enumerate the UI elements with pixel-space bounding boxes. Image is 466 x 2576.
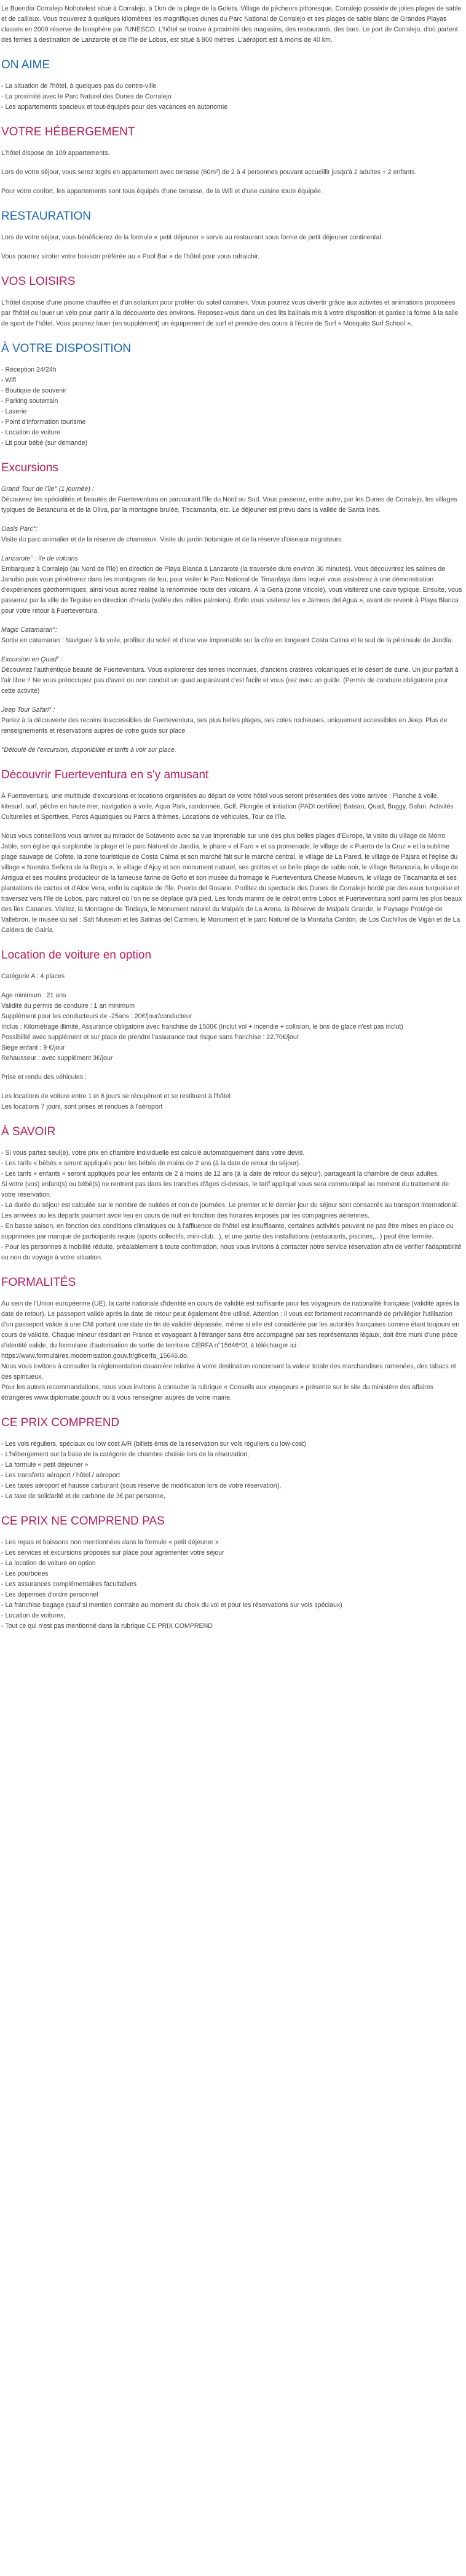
hebergement-p1: L'hôtel dispose de 109 appartements. [1,150,110,157]
list-item: - Si vous partez seul(e), votre prix en chambre individuelle est calculé automatiquement dans votre devis. [1,1149,305,1157]
excursion-jeep [1,705,462,736]
list-item: - L'hébergement sur la base de la catégorie de chambre choisie lors de la réservation, [1,1451,250,1458]
savoir-list [1,1148,462,1263]
list-item: - Location de voitures, [1,1612,66,1619]
formalites-url: https://www.formulaires.modernisation.gouv.fr/gf/cerfa_15646.do. [1,1352,189,1360]
location-line: Rehausseur : avec supplément 3€/jour [1,1055,113,1062]
disposition-list [1,365,462,449]
list-item: - En basse saison, en fonction des conditions climatiques ou à l'affluence de l'hôtel est insuffisante, certaines activités peuvent ne pas être mises en place ou supprimées par manque de participants requis (sports collectifs, mini-club...), et une partie des installations (restaurants, piscines,...) peut être fermée. [1,1222,454,1240]
list-item: - Laverie [1,408,27,415]
location-line: Les locations 7 jours, sont prises et rendues à l'aéroport [1,1103,163,1111]
section-title-location: Location de voiture en option [1,949,152,962]
list-item: - Les repas et boissons non mentionnées dans la formule « petit déjeuner » [1,1539,219,1546]
location-line: Inclus : Kilométrage illimité, Assurance obligatoire avec franchise de 1500€ (Inclut vol + incendie + collision, le bris de glace n'est pas inclut) [1,1023,403,1031]
list-item: - Parking souterrain [1,397,58,405]
list-item: - La proximité avec le Parc Naturel des Dunes de Corralejo [1,93,172,100]
excursion-quad [1,655,462,696]
section-title-hebergement: VOTRE HÉBERGEMENT [1,126,135,138]
list-item: - Les transferts aéroport / hôtel / aéroport [1,1472,120,1479]
decouvrir-p1: À Fuerteventura, une multitude d'excursions et locations organisées au départ de votre hôtel vous seront présentées dès votre arrivée : Planche à voile, kitesurf, surf, pêche en haute mer, navigation à voile, Aqua Park, randonnée, Golf, Plongée et initiation (PADI certifiée) Bateau, Quad, Buggy, Safari, Activités Culturelles et Sportives, Parcs Aquatiques ou Parcs à thèmes, Locations de véhicules, Tour de l'île. [1,792,454,821]
list-item: - La durée du séjour est calculée sur le nombre de nuitées et non de journées. Le premier et le dernier jour du séjour sont consacrés au transport international. Les arrivées ou les départs pourront avoir lieu en cours de nuit en fonction des horaires imposés par les compagnies aériennes. [1,1202,459,1219]
section-title-savoir: À SAVOIR [1,1125,56,1138]
list-item: - Wifi [1,377,17,384]
list-item: - Location de voiture [1,429,60,436]
on-aime-list [1,81,462,113]
section-title-excursions: Excursions [1,461,58,474]
excursion-lanzarote [1,554,462,616]
section-title-formalites: FORMALITÉS [1,1276,76,1289]
list-item: - Les tarifs « enfants » seront appliqués pour les enfants de 2 à moins de 12 ans (à la date de retour du séjour), partageant la chambre de deux adultes. [1,1170,439,1178]
location-line: Validité du permis de conduire : 1 an minimum [1,1002,135,1010]
excursion-name: Lanzarote° : île de volcans [1,555,78,562]
location-prise-details [1,1091,462,1112]
section-title-restauration: RESTAURATION [1,210,92,223]
excursion-note: °Détoulé de l'excursion, disponibilité et tarifs à voir sur place. [1,746,176,754]
excursion-text: Découvrez l'authentique beauté de Fuerteventura. Vous explorerez des terres inconnues, d'anciens cratères volcaniques et le désert de dune. Un jour parfait à l'air libre !! Ne vous préoccupez pas d'avoir ou non conduit un quad auparavant c'est facile et vous (rez avec un guide. (Permis de conduire obligatoire pour cette activité) [1,666,459,695]
list-item: - Lit pour bébé (sur demande) [1,439,88,447]
prix-ne-comprend-list [1,1537,462,1632]
location-line: Siège enfant : 9 €/jour [1,1044,65,1051]
list-item: - La formule « petit déjeuner » [1,1461,89,1469]
excursion-text: Visite du parc animalier et de la réserve de chameaux. Visite du jardin botanique et de la réserve d'oiseaux migrateurs. [1,536,344,543]
excursion-name: Jeep Tour Safari° : [1,706,55,714]
list-item: - Les taxes aéroport et hausse carburant (sous réserve de modification lors de votre réservation), [1,1482,282,1489]
location-line: Supplément pour les conducteurs de -25ans : 20€/jour/conducteur [1,1013,192,1020]
formalites-text [1,1299,462,1403]
formalites-paragraph: Pour les autres recommandations, nous vous invitons à consulter la rubrique « Conseils aux voyageurs » présente sur le site du ministère des affaires étrangères www.diplomatie.gouv.fr ou à vous renseigner auprès de votre mairie. [1,1384,433,1402]
excursion-name: Oasis Parc°: [1,525,38,533]
excursion-name: Grand Tour de l'île° (1 journée) : [1,485,94,493]
section-title-prix-ne-comprend: CE PRIX NE COMPREND PAS [1,1515,165,1528]
list-item: - Les tarifs « bébés » seront appliqués pour les bébés de moins de 2 ans (à la date de retour du séjour). [1,1160,301,1167]
section-title-decouvrir: Découvrir Fuerteventura en s'y amusant [1,768,209,781]
list-item: - Tout ce qui n'est pas mentionné dans la rubrique CE PRIX COMPREND [1,1622,213,1630]
restauration-p1: Lors de votre séjour, vous bénéficierez de la formule « petit déjeuner » servis au restaurant sous forme de petit déjeuner continental. [1,234,383,241]
section-title-prix-comprend: CE PRIX COMPREND [1,1416,120,1429]
excursion-grand-tour [1,484,462,516]
list-item: Si votre (vos) enfant(s) ou bébé(s) ne rentrent pas dans les tranches d'âges ci-dessus, le tarif appliqué vous sera communiqué au moment du traitement de votre réservation. [1,1181,449,1198]
excursion-name: Excursion en Quad° : [1,656,63,663]
location-line: Les locations de voiture entre 1 et 6 jours se récupèrent et se restituent à l'hôtel [1,1093,231,1100]
section-title-loisirs: VOS LOISIRS [1,275,76,288]
loisirs-p1: L'hôtel dispose d'une piscine chauffée et d'un solarium pour profiter du soleil canarien. Vous pourrez vous divertir grâce aux activités et animations proposées par l'hôtel ou louer un vélo pour partir à la découverte des environs. Reposez-vous dans un des lits balinais mis à votre disposition et gardez la forme à la salle de sport de l'hôtel. Vous pourrez louer (en supplément) un équipement de surf et prendre des cours à l'école de Surf « Mosquito Surf School ». [1,299,459,327]
location-categorie: Catégorie A : 4 places [1,973,65,980]
intro-paragraph: Le Buendía Corralejo Nohotelest situé à Corralejo, à 1km de la plage de la Goleta. Village de pêcheurs pittoresque, Corralejo possède de jolies plages de sable et de cailloux. Vous trouverez à quelques kilomètres les magnifiques dunes du Parc National de Corralejo et ses plages de sable blanc de Grandes Playas classés en 2009 réserve de biosphère par l'UNESCO. L'hôtel se trouve à proximité des magasins, des restaurants, des bars. Le port de Corralejo, d'où partent des ferries à destination de Lanzarote et de l'île de Lobos, est situé à 800 mètres. L'aéroport est à moins de 40 km. [1,5,462,44]
list-item: - Réception 24/24h [1,366,57,373]
list-item: - La location de voiture en option [1,1560,96,1567]
excursion-catamaran [1,625,462,646]
section-title-disposition: À VOTRE DISPOSITION [1,342,132,355]
location-line: Possibilité avec supplément et sur place de prendre l'assurance tout risque sans franchise : 22.70€/jour [1,1034,299,1041]
hebergement-p2: Lors de votre séjour, vous serez logés en appartement avec terrasse (60m²) de 2 à 4 personnes pouvant accueillir jusqu'à 2 adultes + 2 enfants. [1,169,417,176]
excursion-text: Découvrez les spécialités et beautés de Fuerteventura en parcourant l'île du Nord au Sud. Vous passerez, entre autre, par les Dunes de Corralejo, les villages typiques de Betancuria et de la Oliva, par la montagne brulée, Tiscamanita, etc. Le déjeuner est prévu dans la vallée de Santa Inés. [1,496,457,514]
list-item: - Les pourboires [1,1570,49,1577]
excursion-text: Partez à la découverte des recoins inaccessibles de Fuerteventura, ses plus belles plages, ses cotes rocheuses, uniquement accessibles en Jeep. Plus de renseignements et réservations auprès de votre guide sur place [1,717,448,735]
decouvrir-p2: Nous vous conseillons vous arriver au mirador de Sotavento avec sa vue imprenable sur une des plus belles plages d'Europe, la visite du village de Morro Jable, son église qui surplombe la plage et le parc Naturel de Jandía, le phare « el Faro » et sa promenade, le village de « Puerto de la Cruz » et la sublime plage sauvage de Cofete, la zone touristique de Costa Calma et son marché fait sur le marché central, le village de La Pared, le village de Pájara et l'église du village « Nuestra Señora de la Regla », le village d'Ajuy et son monument naturel, ses grottes et se belle plage de sable noir, le village Betancuria, le village de Antigua et ses moulins producteur de la fameuse farine de Gofio et son musée du fromage le Fuerteventura Cheese Museum, le village de Tiscamanita et ses plantations de cactus et d'Aloe Vera, enfin la capitale de l'île, Puerto del Rosario. Profitez du spectacle des Dunes de Corralejo bordé par des eaux turquoise et traversez vers l'île de Lobos, parc naturel où l'on ne se déplace qu'à pied. Les fonds marins de le détroit entre Lobos et Fuerteventura sont parmi les plus beaux des îles Canaries. Visitez, la Montagne de Tindaya, le Monument naturel du Malpaís de La Arena, la Réserve de Malpaís Grande, le Paysage Protégé de Vallebrón, le musée du sel : Salt Museum et les Salinas del Carmen, le Monument et le parc Naturel de la Montaña Cardón, de Los Cuchillos de Vigán et de La Caldera de Gairía. [1,832,462,934]
list-item: - Les vols réguliers, spéciaux ou low cost A/R (billets émis de la réservation sur vols réguliers ou low-cost) [1,1440,306,1448]
list-item: - Les services et excursions proposés sur place pour agrémenter votre séjour [1,1549,224,1557]
list-item: - Les assurances complémentaires facultatives [1,1581,137,1588]
excursion-name: Magic Catamaran°: [1,626,57,634]
formalites-paragraph: Nous vous invitons à consulter la réglementation douanière relative à votre destination concernant la valeur totale des marchandises ramenées, des tabacs et des spiritueux. [1,1363,456,1381]
list-item: - Point d'information tourisme [1,418,86,426]
list-item: - Les dépenses d'ordre personnel [1,1591,98,1598]
excursion-text: Sortie en catamaran : Naviguez à la voile, profitez du soleil et d'une vue imprenable sur la côte en longeant Costa Calma et le sud de la péninsule de Jandía. [1,637,454,644]
list-item: - La situation de l'hôtel, à quelques pas du centre-ville [1,82,157,90]
formalites-paragraph: Au sein de l'Union européenne (UE), la carte nationale d'identité en cours de validité est suffisante pour les voyageurs de nationalité française (validité après la date de retour). Le passeport valide après la date de retour peut également être utilisé. Attention : il vous est fortement recommandé de privilégier l'utilisation d'un passeport valide à une CNI portant une date de fin de validité dépassée, même si elle est considérée par les autorités françaises comme étant toujours en cours de validité. Chaque mineur résidant en France et voyageant à l'étranger sans être accompagné par ses représentants légaux, doit être muni d'une pièce d'identité valide, du formulaire d'autorisation de sortie de territoire CERFA n°15646*01 à télécharger ici : [1,1300,460,1349]
location-line: Age minimum : 21 ans [1,992,66,999]
excursion-oasis [1,524,462,545]
list-item: - Les appartements spacieux et tout-équipés pour des vacances en autonomie [1,103,228,111]
list-item: - Boutique de souvenir [1,387,67,394]
list-item: - Pour les personnes à mobilité réduite, préalablement à toute confirmation, nous vous invitons à contacter notre service réservation afin de vérifier l'adaptabilité ou non du voyage à votre situation. [1,1243,462,1261]
prix-comprend-list [1,1439,462,1502]
hebergement-p3: Pour votre confort, les appartements sont tous équipés d'une terrasse, de la Wifi et d'une cuisine toute équipée. [1,188,323,195]
excursion-text: Embarquez à Corralejo (au Nord de l'île) en direction de Playa Blanca à Lanzarote (la traversée dure environ 30 minutes). Vous découvrirez les salines de Janubio puis vous pénètrerez dans les montagnes de feu, pour visiter le Parc National de Timanfaya dans lequel vous assisterez à une démonstration d'expériences géothermiques, ainsi vous aurez réalisé la renommée route des volcans. À la Geria (zone viticole), vous visiterez une cave typique. Ensuite, vous passerez par la ville de Teguise en direction d'Haría (vallée des milles palmiers). Enfin vous visiterez les « Jameos del Agua », avant de revenir à Playa Blanca pour votre retour à Fuerteventura. [1,565,462,615]
location-prise: Prise et rendu des véhicules : [1,1074,87,1081]
section-title-on-aime: ON AIME [1,58,50,71]
restauration-p2: Vous pourrez siroter votre boisson préférée au « Pool Bar » de l'hôtel pour vous rafraichir. [1,253,260,260]
list-item: - La franchise bagage (sauf si mention contraire au moment du choix du vol et pour les réservations sur vols spéciaux) [1,1601,342,1609]
location-details [1,991,462,1064]
list-item: - La taxe de solidarité et de carbone de 3€ par personne, [1,1493,165,1500]
